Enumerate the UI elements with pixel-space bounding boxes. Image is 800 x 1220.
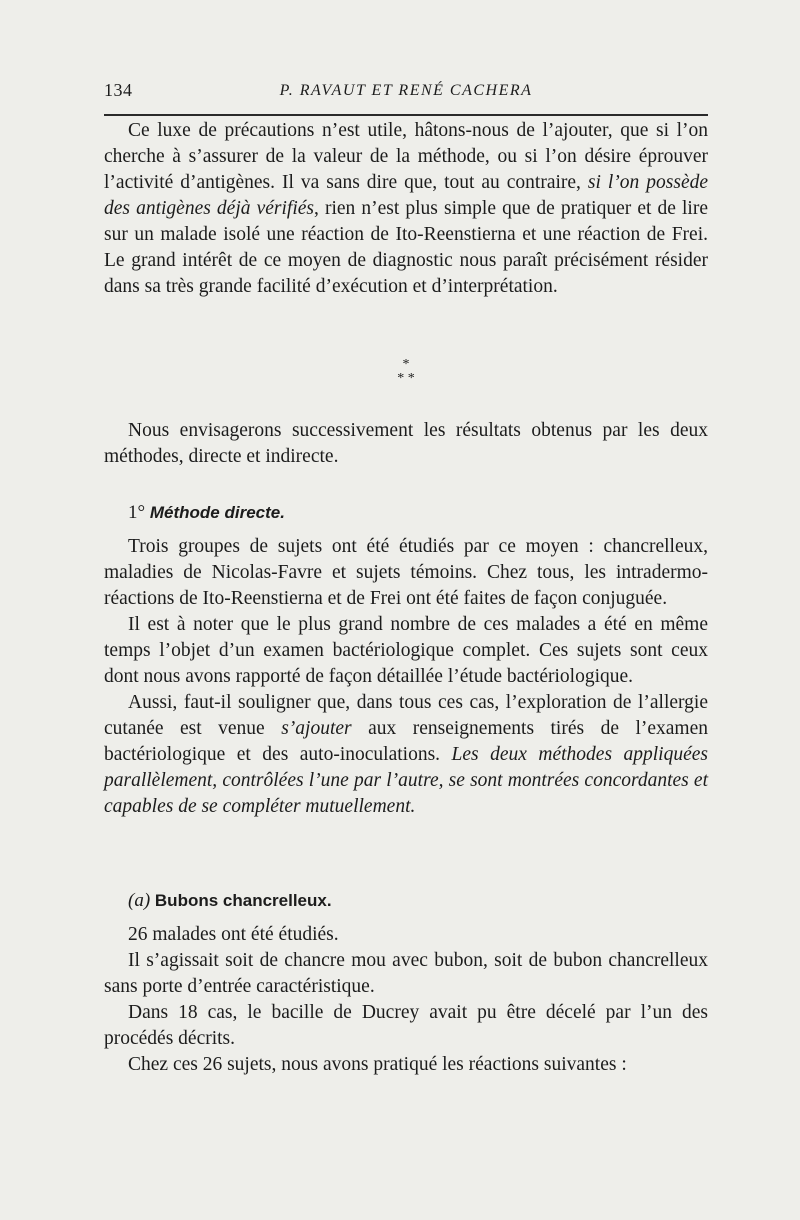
page-number: 134 [104,80,133,100]
paragraph-groups [104,534,708,820]
paragraph-italic: Les deux méthodes appliquées parallèlement, contrôlées l’une par l’autre, se sont montrées concordantes et capables de se compléter mutuellement. [104,744,708,817]
paragraph-text: Ce luxe de précautions n’est utile, hâtons-nous de l’ajouter, que si l’on cherche à s’assurer de la valeur de la méthode, ou si l’on désire éprouver l’activité d’antigènes. Il va sans dire que, tout au contraire, [104,120,708,193]
paragraph-bubons [104,922,708,1078]
paragraph-text: Dans 18 cas, le bacille de Ducrey avait pu être décelé par l’un des procédés décrits. [104,1002,708,1049]
page-header [104,80,708,104]
asterism [104,358,708,386]
section-number: 1° [128,502,146,523]
paragraph-text: Trois groupes de sujets ont été étudiés par ce moyen : chancrelleux, maladies de Nicolas-Favre et sujets témoins. Chez tous, les intradermo-réactions de Ito-Reenstierna et de Frei ont été faites de façon conjuguée. [104,536,708,609]
paragraph-two-methods [104,418,708,470]
subsection-label: (a) [128,890,151,911]
paragraph-text: Il est à noter que le plus grand nombre de ces malades a été en même temps l’objet d’un examen bactériologique complet. Ces sujets sont ceux dont nous avons rapporté de façon détaillée l’étude bactériologique. [104,614,708,687]
paragraph-italic: si l’on possède des antigènes déjà vérifiés [104,172,708,219]
paragraph-text: Nous envisagerons successivement les résultats obtenus par les deux méthodes, directe et indirecte. [104,420,708,467]
paragraph-text: aux renseignements tirés de l’examen bactériologique et des auto-inoculations. [104,718,708,765]
section-title: Méthode directe. [149,503,285,522]
header-rule [104,114,708,116]
paragraph-text: , rien n’est plus simple que de pratiquer et de lire sur un malade isolé une réaction de Ito-Reenstierna et une réaction de Frei. Le grand intérêt de ce moyen de diagnostic nous paraît précisément résider dans sa très grande facilité d’exécution et d’interprétation. [104,198,708,297]
paragraph-text: Aussi, faut-il souligner que, dans tous ces cas, l’exploration de l’allergie cutanée est venue [104,692,708,739]
asterism-top: * [402,357,410,372]
running-title: P. RAVAUT ET RENÉ CACHERA [279,82,533,99]
paragraph-text: Il s’agissait soit de chancre mou avec bubon, soit de bubon chancrelleux sans porte d’entrée caractéristique. [104,950,708,997]
asterism-bottom: * * [397,371,415,386]
paragraph-italic: s’ajouter [281,718,352,739]
subsection-title: Bubons chancrelleux. [154,891,332,910]
paragraph-text: Chez ces 26 sujets, nous avons pratiqué les réactions suivantes : [128,1054,627,1075]
paragraph-precautions [104,118,708,300]
section-heading-direct [104,500,708,526]
paragraph-text: 26 malades ont été étudiés. [128,924,339,945]
subsection-heading-bubons [104,888,708,914]
